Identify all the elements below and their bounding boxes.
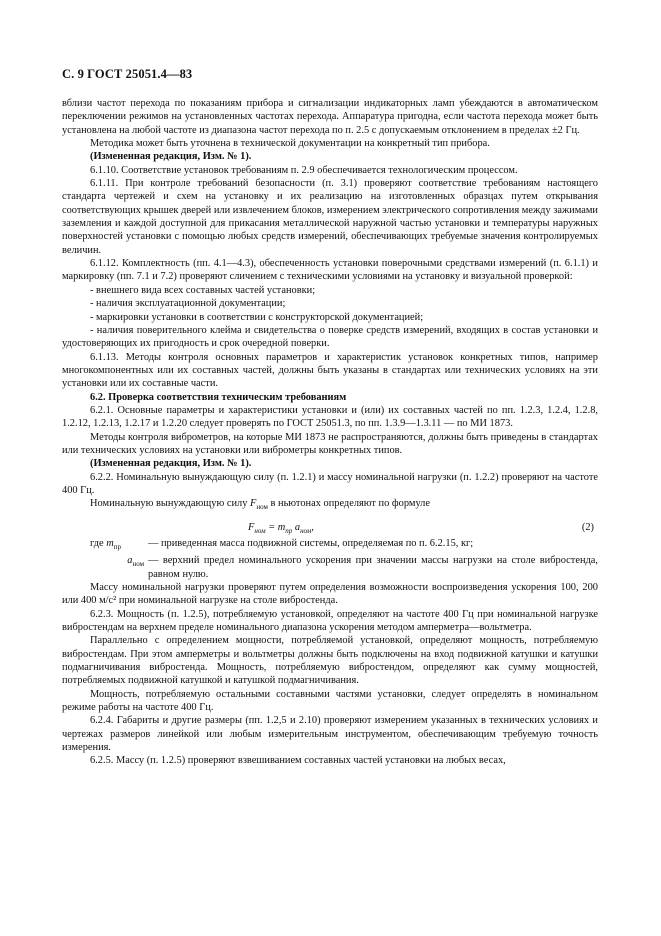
formula-number: (2): [581, 521, 594, 533]
legend-row: [90, 537, 598, 554]
clause-6-2-2: 6.2.2. Номинальную вынуждающую силу (п. 1.2.1) и массу номинальной нагрузки (п. 1.2.2) проверяют на частоте 400 Гц.: [62, 471, 598, 496]
list-item: - маркировки установки в соответствии с конструкторской документацией;: [90, 311, 424, 323]
paragraph: Методы контроля виброметров, на которые МИ 1873 не распространяются, должны быть приведены в стандартах или технических условиях на установки или виброметры конкретных типов.: [62, 431, 598, 456]
formula-intro: Номинальную вынуждающую силу $F_{ном}$ в ньютонах определяют по формуле: [90, 498, 430, 512]
list-item: - наличия поверительного клейма и свидетельства о поверке средств измерений, входящих в состав установки и удостоверяющих их пригодность и срок очередной поверки.: [62, 324, 598, 350]
formula-expression: $F_{ном} = m_{пр}$ $a_{ном}$,: [248, 521, 314, 535]
legend-row: [90, 554, 598, 581]
clause-6-2-4: 6.2.4. Габариты и другие размеры (пп. 1.2,5 и 2.10) проверяют измерением указанных в технических условиях и чертежах размеров линейкой или любым измерительным инструментом, обеспечивающим требуемую точность измерения.: [62, 715, 598, 753]
paragraph: Массу номинальной нагрузки проверяют путем определения возможности воспроизведения ускорения 100, 200 или 400 м/с² при номинальной нагрузке на столе вибростенда.: [62, 581, 598, 607]
clause-6-1-12: 6.1.12. Комплектность (пп. 4.1—4.3), обеспеченность установки поверочными средствами измерений (п. 6.1.1) и маркировку (пп. 7.1 и 7.2) проверяют сличением с техническими условиями на установку и визуальной проверкой:: [62, 258, 598, 283]
section-heading: 6.2. Проверка соответствия техническим требованиям: [90, 391, 347, 403]
clause-6-1-13: 6.1.13. Методы контроля основных параметров и характеристик установок конкретных типов, например многокомпонентных или их составных частей, должны быть указаны в стандартах или технических условиях на эти установки или их составные части.: [62, 351, 598, 390]
list-item: - наличия эксплуатационной документации;: [90, 298, 286, 310]
legend-text: — верхний предел номинального ускорения при значении массы нагрузки на столе вибростенда, равном нулю.: [148, 555, 598, 580]
paragraph: вблизи частот перехода по показаниям прибора и сигнализации индикаторных ламп убеждаются в автоматическом переключении режимов на установленных частотах перехода. Аппаратура пригодна, если частота перехода может быть установлена на любой частоте из диапазона частот перехода по п. 2.5 с допускаемым отклонением в пределах ±2 Гц.: [62, 98, 598, 136]
legend-symbol: $a_{ном}$: [127, 555, 144, 569]
paragraph: Параллельно с определением мощности, потребляемой установкой, определяют мощность, потребляемую вибростендам. При этом амперметры и вольтметры должны быть подключены на вход подвижной катушки и катушки подмагничивания вибростенда. Мощность, потребляемую вибростендом, определяют как сумму мощностей, потребляемых подвижной катушкой и катушкой подмагничивания.: [62, 635, 598, 687]
page-header: С. 9 ГОСТ 25051.4—83: [62, 67, 193, 81]
paragraph: Методика может быть уточнена в технической документации на конкретный тип прибора.: [90, 138, 490, 150]
document-body: [62, 97, 598, 768]
paragraph: Мощность, потребляемую остальными составными частями установки, следует определять в номинальном режиме работы на частоте 400 Гц.: [62, 688, 598, 713]
clause-6-2-3: 6.2.3. Мощность (п. 1.2.5), потребляемую установкой, определяют на частоте 400 Гц при номинальной нагрузке вибростендам на верхнем пределе номинального диапазона ускорения методом амперметра—вольтметра.: [62, 608, 598, 633]
legend-symbol: где $m_{пр}$: [90, 537, 122, 551]
legend-text: — приведенная масса подвижной системы, определяемая по п. 6.2.15, кг;: [148, 537, 474, 549]
clause-6-1-11: 6.1.11. При контроле требований безопасности (п. 3.1) проверяют соответствие требованиям настоящего стандарта чертежей и схем на установку и их реализацию на изготовленных образцах путем открывания соответствующих крышек дверей или извлечением блоков, измерением электрического сопротивления между зажимами заземления и каждой доступной для прикасания металлической наружной частью установки и температуры наружных поверхностей установки с помощью любых средств измерений, обеспечивающих требуемые значения контролируемых величин.: [62, 178, 598, 256]
formula-legend: [62, 537, 598, 581]
clause-6-1-10: 6.1.10. Соответствие установок требованиям п. 2.9 обеспечивается технологическим процессом.: [90, 164, 518, 176]
clause-6-2-5: 6.2.5. Массу (п. 1.2.5) проверяют взвешиванием составных частей установки на любых весах,: [90, 755, 506, 767]
list-item: - внешнего вида всех составных частей установки;: [90, 284, 316, 296]
clause-6-2-1: 6.2.1. Основные параметры и характеристики установки и (или) их составных частей по пп. 1.2.3, 1.2.4, 1.2.8, 1.2.12, 1.2.13, 1.2.17 и 1.2.20 следует проверять по ГОСТ 25051.3, по пп. 1.3.9—1.3.11 — по МИ 1873.: [62, 404, 598, 430]
amendment-note: (Измененная редакция, Изм. № 1).: [90, 151, 252, 163]
amendment-note: (Измененная редакция, Изм. № 1).: [90, 458, 252, 470]
formula-2: [62, 518, 598, 536]
